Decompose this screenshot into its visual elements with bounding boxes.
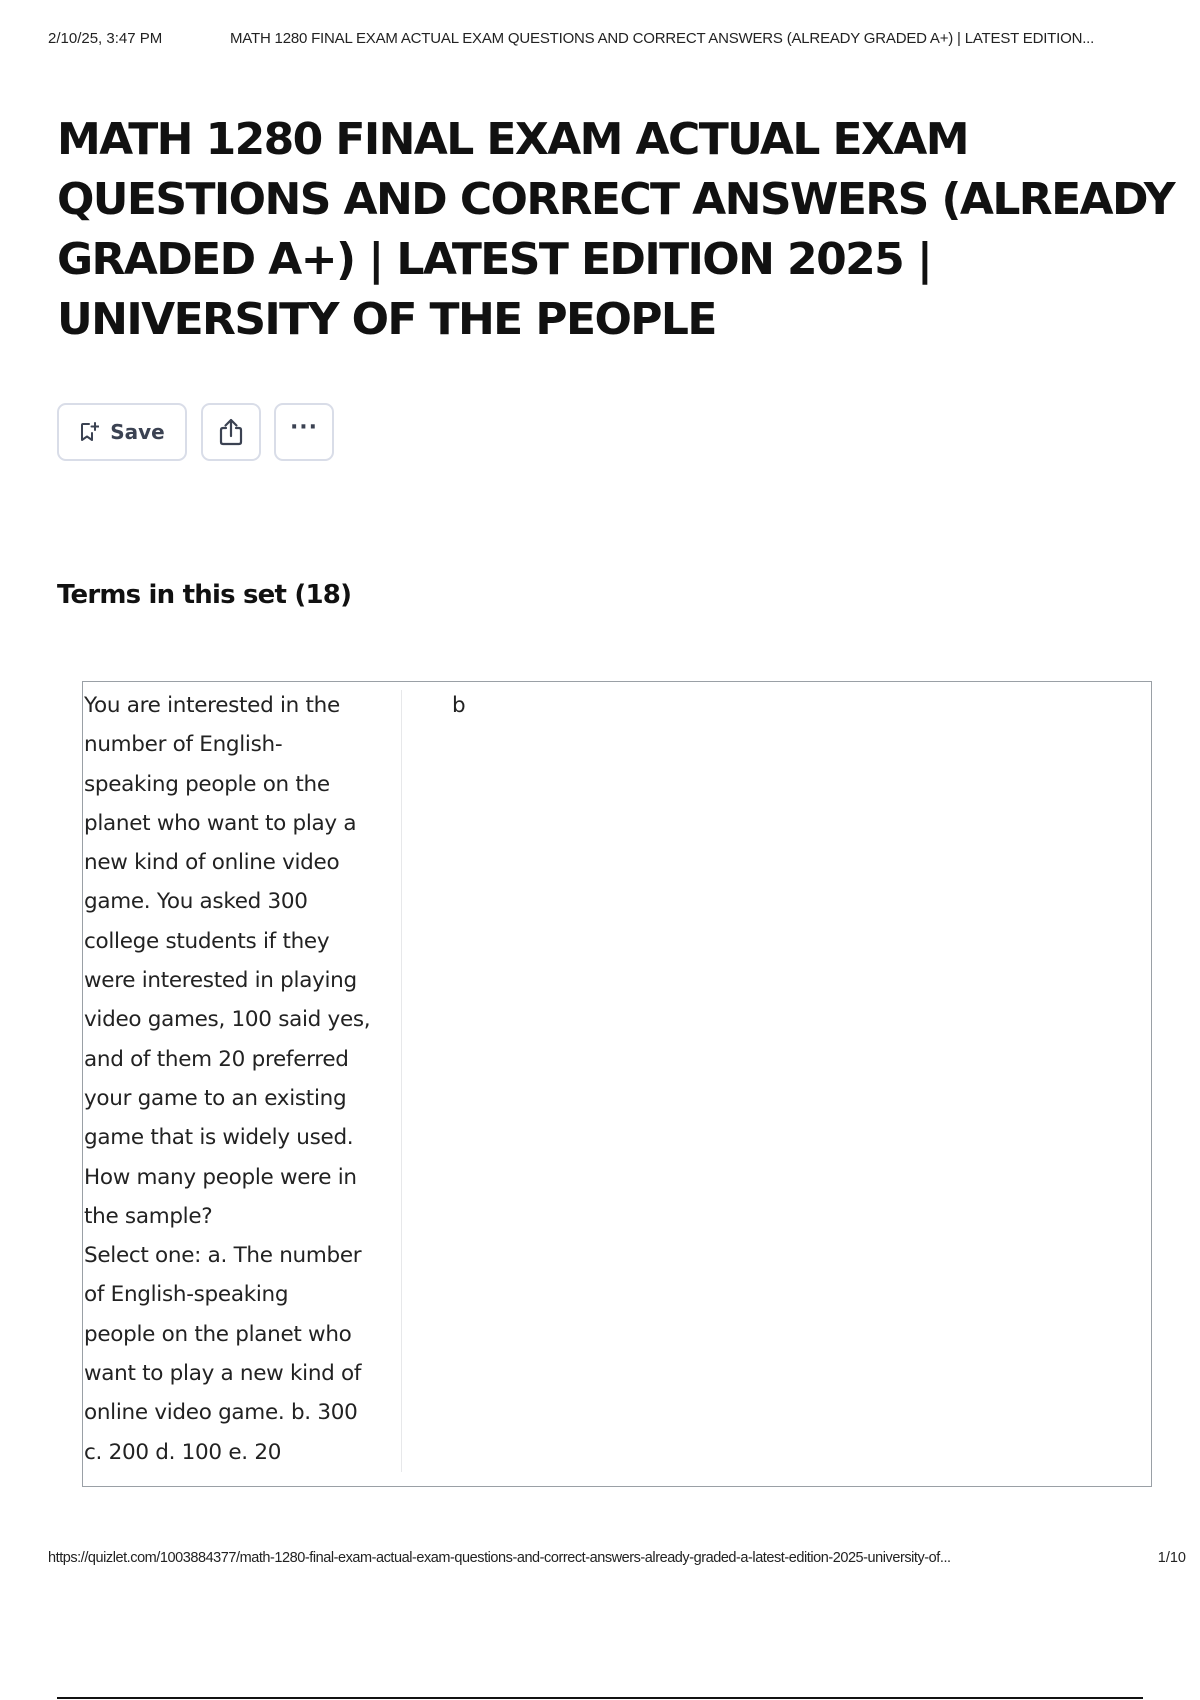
- term-line: c. 200 d. 100 e. 20: [84, 1439, 282, 1465]
- print-url: https://quizlet.com/1003884377/math-1280-final-exam-actual-exam-questions-and-correct-answers-already-graded-a-latest-edition-2025-university-of...: [48, 1550, 951, 1566]
- more-options-icon: ···: [289, 415, 319, 440]
- term-line: How many people were in: [84, 1164, 357, 1190]
- print-page-title: MATH 1280 FINAL EXAM ACTUAL EXAM QUESTIONS AND CORRECT ANSWERS (ALREADY GRADED A+) | LATEST EDITION...: [230, 30, 1095, 47]
- page-title-line: QUESTIONS AND CORRECT ANSWERS (ALREADY: [57, 174, 1174, 225]
- share-icon: [217, 417, 245, 447]
- term-card: [82, 681, 1152, 1487]
- term-line: number of English-: [84, 732, 283, 758]
- save-button-label: Save: [110, 420, 165, 444]
- print-date: 2/10/25, 3:47 PM: [48, 30, 163, 47]
- term-line: and of them 20 preferred: [84, 1046, 349, 1072]
- definition-text: b: [452, 693, 466, 718]
- term-definition-divider: [401, 690, 402, 1472]
- term-line: college students if they: [84, 928, 330, 954]
- print-footer: [48, 1550, 1186, 1570]
- term-line: the sample?: [84, 1203, 213, 1229]
- page-bottom-divider: [57, 1697, 1143, 1699]
- term-line: want to play a new kind of: [84, 1361, 362, 1387]
- more-options-button[interactable]: [274, 403, 334, 461]
- page-title-line: UNIVERSITY OF THE PEOPLE: [57, 294, 716, 345]
- term-text: [84, 686, 384, 1472]
- term-line: people on the planet who: [84, 1321, 352, 1347]
- term-line: Select one: a. The number: [84, 1243, 362, 1269]
- term-line: speaking people on the: [84, 771, 330, 797]
- term-line: online video game. b. 300: [84, 1400, 358, 1426]
- term-line: new kind of online video: [84, 850, 340, 876]
- term-line: You are interested in the: [84, 693, 340, 718]
- share-button[interactable]: [201, 403, 261, 461]
- term-line: of English-speaking: [84, 1282, 289, 1308]
- print-header: [48, 30, 1186, 50]
- save-button[interactable]: [57, 403, 187, 461]
- term-line: game. You asked 300: [84, 889, 308, 915]
- page-title: [57, 110, 1187, 350]
- term-line: your game to an existing: [84, 1085, 347, 1111]
- term-line: video games, 100 said yes,: [84, 1007, 371, 1033]
- term-line: game that is widely used.: [84, 1125, 354, 1151]
- term-line: planet who want to play a: [84, 810, 357, 836]
- page-title-line: MATH 1280 FINAL EXAM ACTUAL EXAM: [57, 114, 968, 165]
- bookmark-add-icon: [79, 421, 99, 443]
- page-title-line: GRADED A+) | LATEST EDITION 2025 |: [57, 234, 932, 285]
- term-line: were interested in playing: [84, 968, 357, 994]
- terms-heading: Terms in this set (18): [57, 580, 352, 610]
- page-number: 1/10: [1157, 1550, 1186, 1566]
